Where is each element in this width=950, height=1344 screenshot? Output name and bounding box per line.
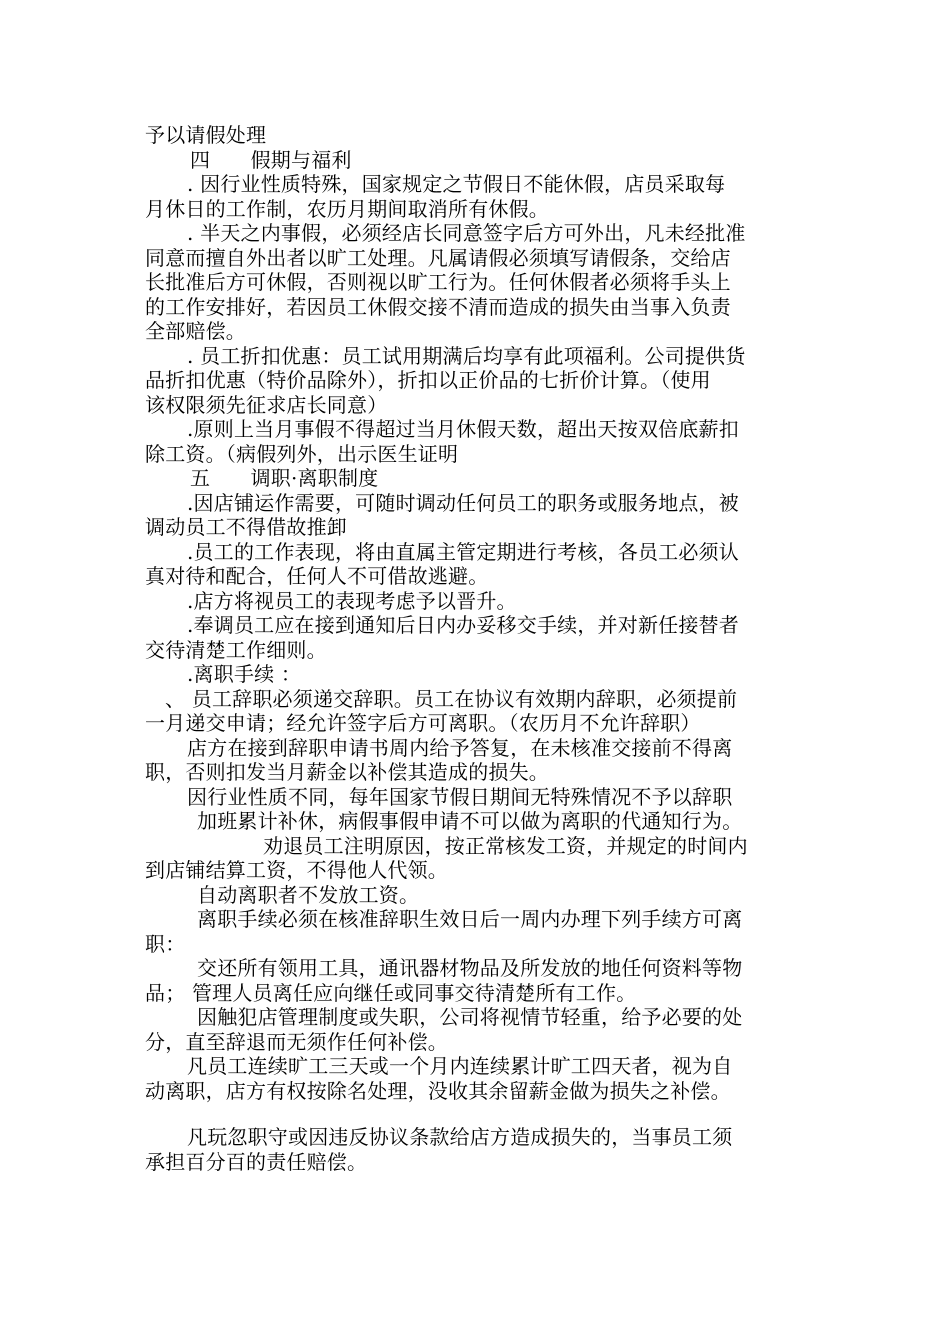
text-line: 交还所有领用工具，通讯器材物品及所发放的地任何资料等物 xyxy=(197,956,743,980)
text-line: 加班累计补休，病假事假申请不可以做为离职的代通知行为。 xyxy=(197,809,743,833)
text-line: .原则上当月事假不得超过当月休假天数，超出天按双倍底薪扣 xyxy=(187,417,739,441)
text-line: 予以请假处理 xyxy=(145,123,267,147)
text-line: .员工的工作表现，将由直属主管定期进行考核，各员工必须认 xyxy=(187,539,739,564)
text-line: 离职手续必须在核准辞职生效日后一周内办理下列手续方可离 xyxy=(197,907,743,931)
text-line: 店方在接到辞职申请书周内给予答复，在未核准交接前不得离 xyxy=(187,735,733,760)
text-line: 全部赔偿。 xyxy=(145,319,246,343)
text-line: . 半天之内事假，必须经店长同意签字后方可外出，凡未经批准 xyxy=(187,221,746,245)
text-line: .因店铺运作需要，可随时调动任何员工的职务或服务地点，被 xyxy=(187,490,739,515)
text-line: 分，直至辞退而无须作任何补偿。 xyxy=(145,1029,448,1054)
text-line: 该权限须先征求店长同意） xyxy=(145,392,388,417)
text-line: 自动离职者不发放工资。 xyxy=(197,882,420,907)
text-line: 职： xyxy=(145,931,186,956)
text-line: 、 员工辞职必须递交辞职。员工在协议有效期内辞职，必须提前 xyxy=(165,686,738,711)
text-line: 动离职，店方有权按除名处理，没收其余留薪金做为损失之补偿。 xyxy=(145,1078,731,1103)
text-line: 凡玩忽职守或因违反协议条款给店方造成损失的，当事员工须 xyxy=(187,1125,733,1149)
text-line: 承担百分百的责任赔偿。 xyxy=(145,1149,368,1174)
text-line: 的工作安排好，若因员工休假交接不清而造成的损失由当事入负责 xyxy=(145,294,731,319)
text-line: 因行业性质不同，每年国家节假日期间无特殊情况不予以辞职 xyxy=(187,784,733,809)
text-line: .奉调员工应在接到通知后日内办妥移交手续，并对新任接替者 xyxy=(187,613,739,637)
text-line: 品折扣优惠（特价品除外），折扣以正价品的七折价计算。（使用 xyxy=(145,368,711,392)
text-line: 职，否则扣发当月薪金以补偿其造成的损失。 xyxy=(145,760,549,784)
text-line: . 员工折扣优惠：员工试用期满后均享有此项福利。公司提供货 xyxy=(187,343,746,368)
text-line: 调动员工不得借故推卸 xyxy=(145,515,347,539)
text-line: 真对待和配合，任何人不可借故逃避。 xyxy=(145,564,489,588)
text-line: . 因行业性质特殊，国家规定之节假日不能休假，店员采取每 xyxy=(187,172,726,196)
text-line: 一月递交申请；经允许签字后方可离职。（农历月不允许辞职） xyxy=(145,711,701,735)
text-line: 因触犯店管理制度或失职，公司将视情节轻重，给予必要的处 xyxy=(197,1005,743,1029)
section-heading: 五 调职·离职制度 xyxy=(190,466,379,490)
text-line: .离职手续 ： xyxy=(187,662,302,686)
text-line: .店方将视员工的表现考虑予以晋升。 xyxy=(187,588,517,613)
text-line: 品； 管理人员离任应向继任或同事交待清楚所有工作。 xyxy=(145,980,637,1005)
text-line: 到店铺结算工资，不得他人代领。 xyxy=(145,858,448,882)
paragraph-gap xyxy=(145,1103,810,1125)
section-heading: 四 假期与福利 xyxy=(190,147,352,172)
text-line: 同意而擅自外出者以旷工处理。凡属请假必须填写请假条，交给店 xyxy=(145,245,731,270)
text-line: 长批准后方可休假，否则视以旷工行为。任何休假者必须将手头上 xyxy=(145,270,731,294)
text-line: 除工资。（病假列外，出示医生证明 xyxy=(145,441,459,466)
text-line: 劝退员工注明原因，按正常核发工资，并规定的时间内 xyxy=(263,833,748,858)
document-body xyxy=(145,123,810,1174)
text-line: 凡员工连续旷工三天或一个月内连续累计旷工四天者，视为自 xyxy=(187,1054,733,1078)
text-line: 月休日的工作制，农历月期间取消所有休假。 xyxy=(145,196,549,221)
text-line: 交待清楚工作细则。 xyxy=(145,637,327,662)
